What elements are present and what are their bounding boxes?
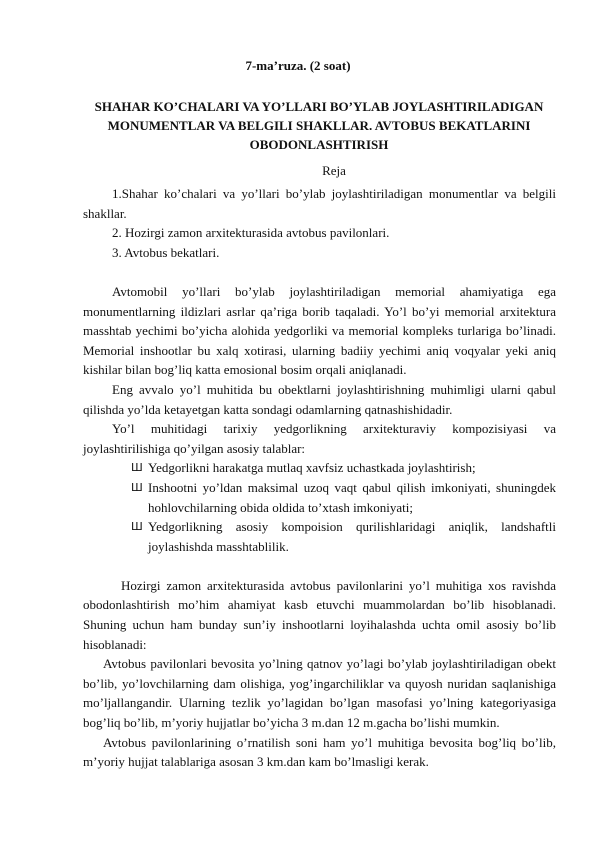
paragraph-requirements-intro: Yo’l muhitidagi tarixiy yedgorlikning arxitekturaviy kompozisiyasi va joylashtirilishiga qo’yilgan asosiy talablar: (83, 421, 556, 456)
document-body (83, 184, 556, 772)
list-item (131, 517, 556, 556)
lecture-number: 7-ma’ruza. (2 soat) (245, 58, 351, 73)
paragraph-bus-pavilions-purpose: Avtobus pavilonlari bevosita yo’lning qatnov yo’lagi bo’ylab joylashtiriladigan obekt bo’lib, yo’lovchilarning dam olishiga, yog’ingarchiliklar va quyosh nuridan saqlanishiga mo’ljallangandir. Ularning tezlik yo’lagidan bo’lgan masofasi yo’lning kategoriyasiga bog’liq bo’lib, m’yoriy hujjatlar bo’yicha 3 m.dan 12 m.gacha bo’lishi mumkin. (83, 656, 556, 731)
spacer (83, 262, 556, 282)
list-item-text: Yedgorlikning asosiy kompoision qurilishlaridagi aniqlik, landshaftli joylashishda masshtablilik. (148, 519, 556, 554)
list-item (131, 458, 556, 478)
bullet-icon: Ш (131, 520, 143, 534)
list-item (131, 478, 556, 517)
spacer (83, 556, 556, 576)
list-item-text: Inshootni yo’ldan maksimal uzoq vaqt qabul qilish imkoniyati, shuningdek hohlovchilarning obida oldida to’xtash imkoniyati; (148, 479, 556, 515)
plan-heading: Reja (322, 163, 346, 178)
bullet-icon: Ш (131, 480, 143, 494)
bullet-icon: Ш (131, 461, 143, 475)
paragraph-bus-pavilions-count: Avtobus pavilonlarining o’rnatilish soni ham yo’l muhitiga bevosita bog’liq bo’lib, m’yoriy hujjat talablariga asosan 3 km.dan kam bo’lmasligi kerak. (83, 734, 556, 770)
requirements-list (83, 458, 556, 556)
plan-item-1: 1.Shahar ko’chalari va yo’llari bo’ylab joylashtiriladigan monumentlar va belgili shakllar. (83, 186, 556, 221)
paragraph-bus-pavilions-intro: Hozirgi zamon arxitekturasida avtobus pavilonlarini yo’l muhitiga xos ravishda obodonlashtirish mo’him ahamiyat kasb etuvchi muammolardan bo’lib hisoblanadi. Shuning uchun ham bunday sun’iy inshootlarni loyihalashda uchta omil asosiy bo’lib hisoblanadi: (83, 577, 556, 652)
plan-item-2: 2. Hozirgi zamon arxitekturasida avtobus pavilonlari. (112, 225, 390, 241)
paragraph-monuments-origin: Avtomobil yo’llari bo’ylab joylashtiriladigan memorial ahamiyatiga ega monumentlarning ildizlari asrlar qa’riga borib taqaladi. Yo’l bo’yi memorial arxitektura masshtab yechimi bo’yicha alohida yedgorliki va memorial kompleks turlariga bo’linadi. Memorial inshootlar bu xalq xotirasi, ularning badiiy yechimi aniq voqyalar yeki aniq kishilar bilan bog’liq katta emosional bosim orqali aniqlanadi. (83, 283, 556, 378)
list-item-text: Yedgorlikni harakatga mutlaq xavfsiz uchastkada joylashtirish; (148, 460, 476, 476)
paragraph-placement-importance: Eng avvalo yo’l muhitida bu obektlarni joylashtirishning muhimligi ularni qabul qilishda yo’lda ketayetgan katta sondagi odamlarning qatnashishidadir. (83, 381, 556, 417)
document-title: SHAHAR KO’CHALARI VA YO’LLARI BO’YLAB JOYLASHTIRILADIGAN MONUMENTLAR VA BELGILI SHAKLLAR. AVTOBUS BEKATLARINI OBODONLASHTIRISH (94, 99, 544, 152)
plan-item-3: 3. Avtobus bekatlari. (112, 244, 220, 260)
